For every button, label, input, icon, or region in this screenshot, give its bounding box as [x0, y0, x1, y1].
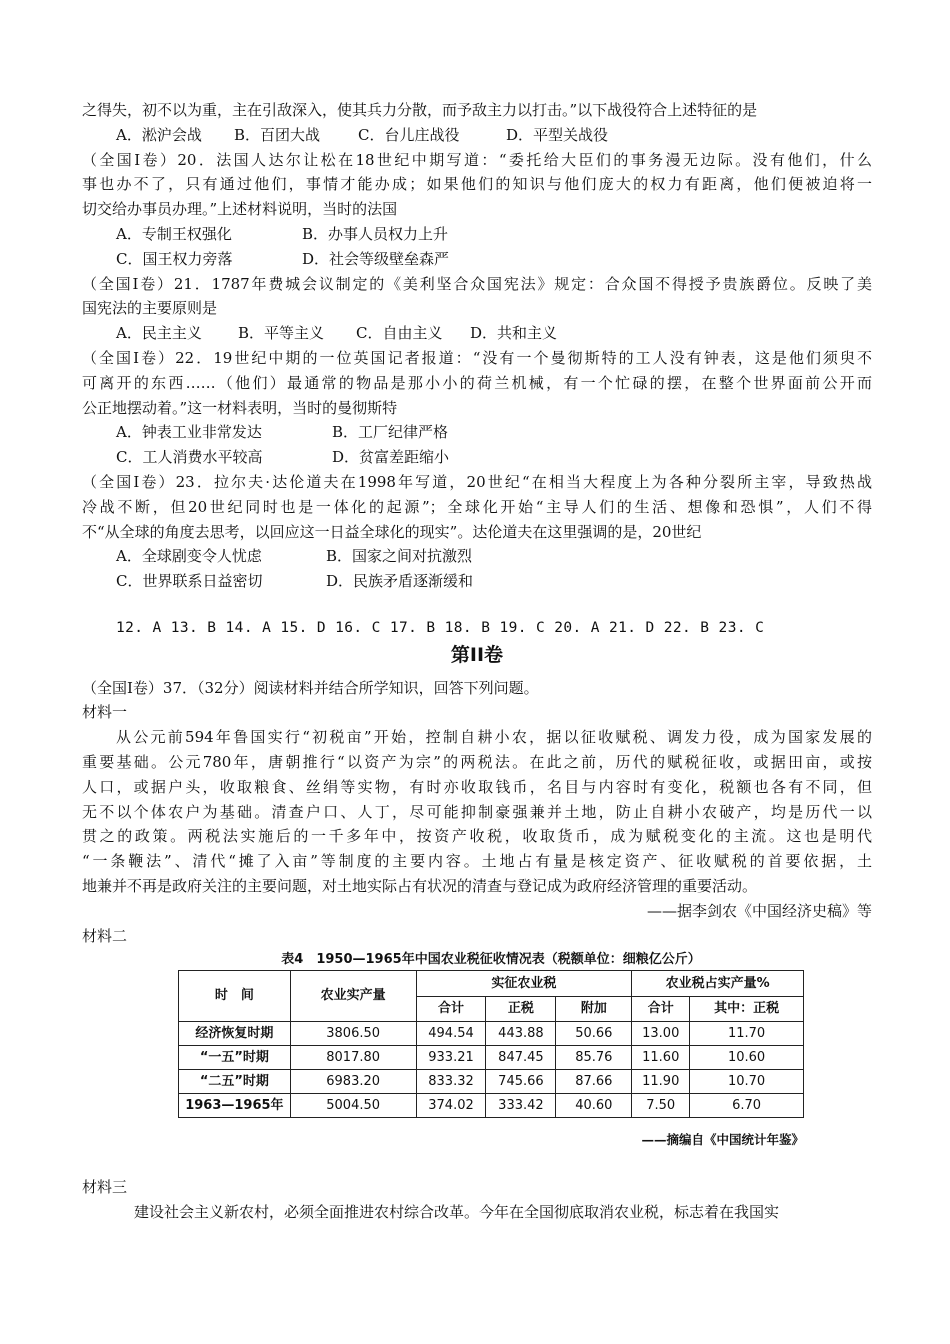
pct-cell: 7.50: [632, 1094, 690, 1118]
q23-stem-line: （全国Ⅰ卷）23．拉尔夫·达伦道夫在1998年写道，20世纪“在相当大程度上为各种分裂所主宰，导致热战: [82, 472, 872, 491]
sum-cell: 494.54: [416, 1022, 486, 1046]
pct-main-cell: 10.60: [690, 1046, 804, 1070]
q19-stem-line: 之得失，初不以为重，主在引敌深入，使其兵力分散，而予敌主力以打击。”以下战役符合上述特征的是: [82, 101, 758, 119]
main-tax-cell: 847.45: [486, 1046, 556, 1070]
sum-cell: 833.32: [416, 1070, 486, 1094]
header-time: 时 间: [179, 971, 291, 1022]
q21-option-d: D．共和主义: [470, 324, 558, 343]
output-cell: 5004.50: [290, 1094, 416, 1118]
pct-main-cell: 10.70: [690, 1070, 804, 1094]
q22-option-a: A．钟表工业非常发达: [116, 423, 262, 442]
material-1-line: 人口，或据户头，收取粮食、丝绢等实物，有时亦收取钱币，名目与内容时有变化，税额也各有不同，但: [82, 777, 872, 796]
header-ratio: 农业税占实产量%: [632, 971, 804, 997]
q20-options-row2: [82, 247, 872, 272]
header-sum: 合计: [416, 996, 486, 1022]
q21-option-a: A．民主主义: [116, 324, 202, 343]
header-surcharge: 附加: [556, 996, 632, 1022]
q19-options: [82, 123, 872, 148]
q22-stem-line: 可离开的东西……（他们）最通常的物品是那小小的荷兰机械，有一个忙碌的摆，在整个世界面前公开而: [82, 373, 872, 392]
q21-stem-line: （全国Ⅰ卷）21．1787年费城会议制定的《美利坚合众国宪法》规定：合众国不得授予贵族爵位。反映了美: [82, 274, 872, 293]
q23-option-a: A．全球剧变令人忧虑: [116, 547, 262, 566]
material-1-line: 贯之的政策。两税法实施后的一千多年中，按资产收税，收取货币，成为赋税变化的主流。这也是明代: [82, 827, 872, 846]
q20-stem-line: 事也办不了，只有通过他们，事情才能办成；如果他们的知识与他们庞大的权力有距离，他们便被迫将一: [82, 175, 872, 194]
pct-cell: 13.00: [632, 1022, 690, 1046]
header-output: 农业实产量: [290, 971, 416, 1022]
q20-option-d: D．社会等级壁垒森严: [302, 249, 450, 268]
material-1-line: 重要基础。公元780年，唐朝推行“以资产为宗”的两税法。在此之前，历代的赋税征收，或据田亩，或按: [82, 752, 872, 771]
q22-options-row1: [82, 420, 872, 445]
q23-options-row1: [82, 544, 872, 569]
exam-page: [82, 98, 872, 1225]
table-row: [179, 1094, 804, 1118]
surcharge-cell: 85.76: [556, 1046, 632, 1070]
q20-options-row1: [82, 222, 872, 247]
output-cell: 3806.50: [290, 1022, 416, 1046]
table-source: ——摘编自《中国统计年鉴》: [641, 1132, 804, 1148]
q20-stem-line: （全国Ⅰ卷）20．法国人达尔让松在18世纪中期写道：“委托给大臣们的事务漫无边际。没有他们，什么: [82, 150, 872, 169]
q22-option-b: B．工厂纪律严格: [332, 423, 449, 442]
q22-option-c: C．工人消费水平较高: [116, 448, 263, 467]
pct-cell: 11.90: [632, 1070, 690, 1094]
output-cell: 8017.80: [290, 1046, 416, 1070]
q22-stem-line: 公正地摆动着。”这一材料表明，当时的曼彻斯特: [82, 398, 398, 417]
q20-option-c: C．国王权力旁落: [116, 249, 233, 268]
q19-option-b: B．百团大战: [234, 125, 321, 144]
q23-options-row2: [82, 569, 872, 594]
q22-options-row2: [82, 445, 872, 470]
pct-main-cell: 11.70: [690, 1022, 804, 1046]
sum-cell: 374.02: [416, 1094, 486, 1118]
q23-option-d: D．民族矛盾逐渐缓和: [326, 572, 474, 591]
tax-table-figure: [178, 950, 878, 1153]
period-cell: “二五”时期: [179, 1070, 291, 1094]
q21-option-c: C．自由主义: [356, 324, 443, 343]
q23-option-b: B．国家之间对抗激烈: [326, 547, 473, 566]
q20-stem-line: 切交给办事员办理。”上述材料说明，当时的法国: [82, 200, 398, 219]
agricultural-tax-table: [178, 970, 804, 1118]
q19-option-a: A．淞沪会战: [116, 125, 202, 144]
q19-option-d: D．平型关战役: [506, 125, 609, 144]
answer-key: 12. A 13. B 14. A 15. D 16. C 17. B 18. B 19. C 20. A 21. D 22. B 23. C: [116, 619, 765, 636]
pct-cell: 11.60: [632, 1046, 690, 1070]
q37-intro: （全国Ⅰ卷）37．（32分）阅读材料并结合所学知识，回答下列问题。: [82, 678, 539, 697]
q21-option-b: B．平等主义: [238, 324, 325, 343]
main-tax-cell: 333.42: [486, 1094, 556, 1118]
period-cell: “一五”时期: [179, 1046, 291, 1070]
material-1-line: 无不以个体农户为基础。清查户口、人丁，尽可能抑制豪强兼并土地，防止自耕小农破产，均是历代一以: [82, 802, 872, 821]
period-cell: 1963—1965年: [179, 1094, 291, 1118]
sum-cell: 933.21: [416, 1046, 486, 1070]
header-actual-tax: 实征农业税: [416, 971, 632, 997]
q22-stem-line: （全国Ⅰ卷）22．19世纪中期的一位英国记者报道：“没有一个曼彻斯特的工人没有钟表，这是他们须臾不: [82, 348, 872, 367]
surcharge-cell: 50.66: [556, 1022, 632, 1046]
material-3-line: 建设社会主义新农村，必须全面推进农村综合改革。今年在全国彻底取消农业税，标志着在我国实: [134, 1202, 780, 1221]
material-3-label: 材料三: [82, 1178, 128, 1197]
q21-options: [82, 321, 872, 346]
header-ratio-sum: 合计: [632, 996, 690, 1022]
q20-option-b: B．办事人员权力上升: [302, 224, 449, 243]
q21-stem-line: 国宪法的主要原则是: [82, 299, 218, 318]
section-title: 第II卷: [450, 643, 504, 666]
q23-stem-line: 冷战不断，但20世纪同时也是一体化的起源”；全球化开始“主导人们的生活、想像和恐惧”，人们不得: [82, 497, 872, 516]
table-caption: 表4 1950—1965年中国农业税征收情况表（税额单位：细粮亿公斤）: [281, 952, 701, 968]
main-tax-cell: 745.66: [486, 1070, 556, 1094]
table-row: [179, 1070, 804, 1094]
q23-stem-line: 不“从全球的角度去思考，以回应这一日益全球化的现实”。达伦道夫在这里强调的是，20世纪: [82, 522, 702, 541]
surcharge-cell: 40.60: [556, 1094, 632, 1118]
material-1-line: 地兼并不再是政府关注的主要问题，对土地实际占有状况的清查与登记成为政府经济管理的重要活动。: [82, 876, 758, 895]
q22-option-d: D．贫富差距缩小: [332, 448, 450, 467]
table-row: [179, 1022, 804, 1046]
output-cell: 6983.20: [290, 1070, 416, 1094]
q20-option-a: A．专制王权强化: [116, 224, 232, 243]
surcharge-cell: 87.66: [556, 1070, 632, 1094]
table-header-row: [179, 971, 804, 997]
q23-option-c: C．世界联系日益密切: [116, 572, 263, 591]
material-2-label: 材料二: [82, 926, 128, 945]
material-1-line: “一条鞭法”、清代“摊了入亩”等制度的主要内容。土地占有量是核定资产、征收赋税的首要依据，土: [82, 852, 872, 871]
q19-option-c: C．台儿庄战役: [358, 125, 460, 144]
material-1-line: 从公元前594年鲁国实行“初税亩”开始，控制自耕小农，据以征收赋税、调发力役，成为国家发展的: [116, 728, 872, 747]
pct-main-cell: 6.70: [690, 1094, 804, 1118]
main-tax-cell: 443.88: [486, 1022, 556, 1046]
material-1-source: ——据李剑农《中国经济史稿》等: [646, 901, 872, 920]
header-ratio-main: 其中：正税: [690, 996, 804, 1022]
period-cell: 经济恢复时期: [179, 1022, 291, 1046]
material-1-label: 材料一: [82, 703, 128, 722]
table-row: [179, 1046, 804, 1070]
header-main-tax: 正税: [486, 996, 556, 1022]
